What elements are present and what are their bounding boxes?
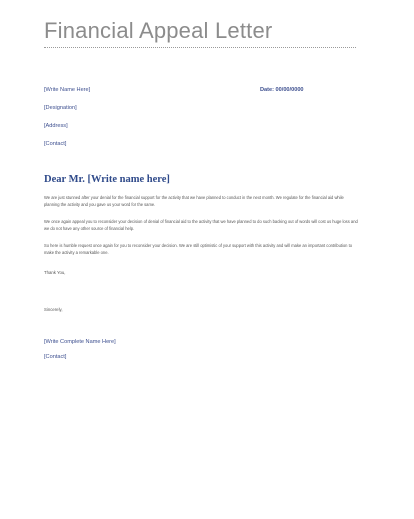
closing-line: Sincerely, — [44, 307, 63, 312]
sender-name: [Write Name Here] — [44, 87, 91, 93]
body-paragraph-2: We once again appeal you to reconsider your decision of denial of financial aid to the activity that we have planned to do such backing out of words will cost us huge loss and we do not have any other source of financial help. — [44, 219, 358, 232]
thank-you-line: Thank You, — [44, 270, 66, 275]
letter-date: Date: 00/00/0000 — [260, 87, 304, 93]
signature-contact: [Contact] — [44, 354, 67, 360]
signature-name: [Write Complete Name Here] — [44, 339, 116, 345]
salutation: Dear Mr. [Write name here] — [44, 174, 170, 185]
body-paragraph-3: So here is humble request once again for you to reconsider your decision. We are still optimistic of your support with this activity and will make an important contribution to make the activity a remarkable one. — [44, 243, 353, 256]
sender-address: [Address] — [44, 123, 68, 129]
body-paragraph-1: We are just stunned after your denial for the financial support for the activity that we have planned to conduct in the next month. We regulate for the financial aid while planning the activity and you gave us your word for the same. — [44, 195, 344, 208]
document-title: Financial Appeal Letter — [44, 18, 273, 43]
sender-designation: [Designation] — [44, 105, 77, 111]
title-divider — [44, 47, 356, 48]
sender-contact: [Contact] — [44, 141, 67, 147]
